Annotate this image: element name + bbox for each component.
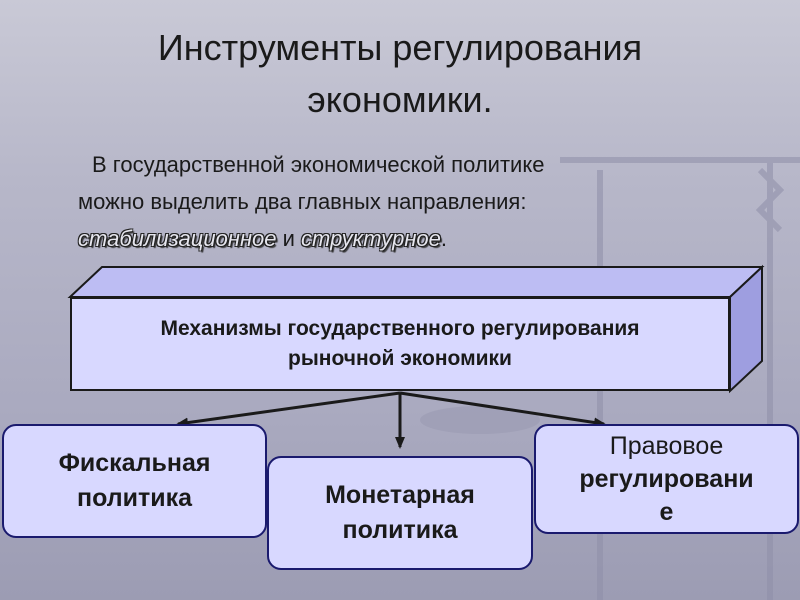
box-top-face	[70, 267, 762, 297]
legal-line-3: е	[659, 497, 674, 526]
legal-line-2: регулировани	[579, 464, 754, 493]
intro-line-1: В государственной экономической политике	[92, 152, 545, 177]
monetary-policy-box	[267, 456, 533, 570]
arrow-to-fiscal	[178, 393, 400, 424]
mechanisms-box	[70, 297, 730, 391]
intro-line-2: можно выделить два главных направления:	[78, 189, 527, 214]
fiscal-line-2: политика	[76, 484, 193, 512]
title-line-1: Инструменты регулирования	[157, 27, 643, 68]
intro-emphasis-structural: структурное	[301, 226, 441, 251]
intro-period: .	[440, 226, 448, 251]
fiscal-policy-box	[2, 424, 267, 538]
legal-line-1: Правовое	[609, 431, 724, 460]
intro-conjunction: и	[276, 226, 302, 251]
mechanisms-box-line-2: рыночной экономики	[288, 347, 512, 370]
monetary-line-2: политика	[342, 516, 458, 544]
intro-emphasis-stabilization: стабилизационное	[78, 226, 277, 251]
monetary-line-1: Монетарная	[325, 481, 475, 509]
title-line-2: экономики.	[307, 79, 493, 120]
mechanisms-box-line-1: Механизмы государственного регулирования	[160, 317, 640, 340]
legal-regulation-box	[534, 424, 799, 534]
arrow-to-legal	[400, 393, 604, 424]
fiscal-line-1: Фискальная	[58, 449, 211, 477]
